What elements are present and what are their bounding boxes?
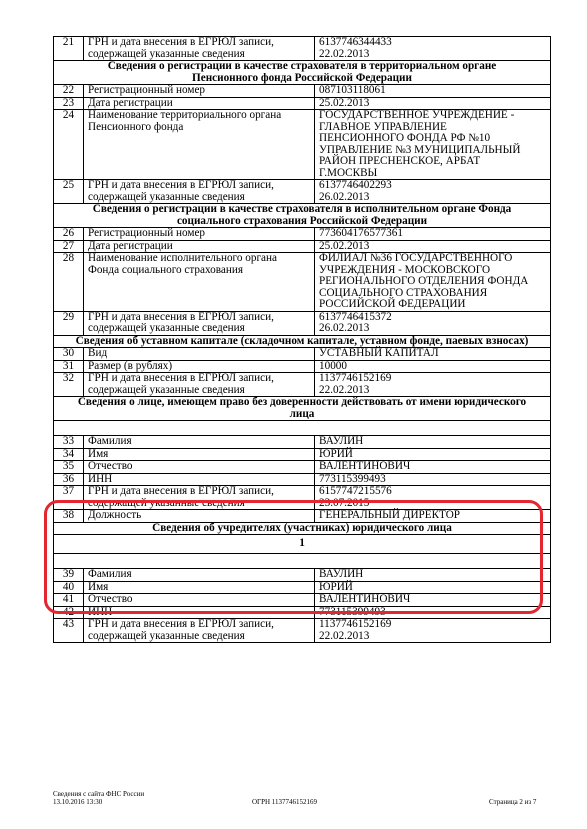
field-label: Отчество	[84, 461, 315, 474]
table-row	[54, 619, 551, 643]
row-number: 41	[54, 594, 84, 607]
field-label: ГРН и дата внесения в ЕГРЮЛ записи, содержащей указанные сведения	[84, 373, 315, 397]
field-value: 773115399493	[315, 606, 551, 619]
section-title: Сведения об учредителях (участниках) юридического лица	[54, 522, 551, 535]
field-label: Наименование территориального органа Пенсионного фонда	[84, 110, 315, 180]
table-row	[54, 348, 551, 361]
field-label: ГРН и дата внесения в ЕГРЮЛ записи, содержащей указанные сведения	[84, 619, 315, 643]
row-number: 26	[54, 228, 84, 241]
table-row	[54, 311, 551, 335]
table-row	[54, 436, 551, 449]
field-value: ЮРИЙ	[315, 581, 551, 594]
row-number: 25	[54, 180, 84, 204]
table-row	[54, 240, 551, 253]
table-row	[54, 253, 551, 312]
founder-number: 1	[54, 535, 551, 554]
field-value: 773604176577361	[315, 228, 551, 241]
field-value: ВАЛЕНТИНОВИЧ	[315, 594, 551, 607]
spacer-cell	[54, 421, 551, 436]
field-value: 087103118061	[315, 85, 551, 98]
field-label: ИНН	[84, 606, 315, 619]
section-title: Сведения о лице, имеющем право без доверенности действовать от имени юридического лица	[54, 397, 551, 421]
table-row	[54, 461, 551, 474]
field-label: Дата регистрации	[84, 240, 315, 253]
footer-source-line2: 13.10.2016 13:30	[53, 798, 103, 806]
row-number: 35	[54, 461, 84, 474]
row-number: 37	[54, 486, 84, 510]
row-number: 22	[54, 85, 84, 98]
row-number: 34	[54, 448, 84, 461]
row-number: 31	[54, 360, 84, 373]
field-value: ГЕНЕРАЛЬНЫЙ ДИРЕКТОР	[315, 510, 551, 523]
field-label: Имя	[84, 448, 315, 461]
field-value: 6137746415372 26.02.2013	[315, 311, 551, 335]
field-value: ВАУЛИН	[315, 436, 551, 449]
row-number: 39	[54, 569, 84, 582]
table-row	[54, 360, 551, 373]
field-value: 1137746152169 22.02.2013	[315, 619, 551, 643]
field-value: 6137746344433 22.02.2013	[315, 37, 551, 61]
footer-page-number: Страница 2 из 7	[489, 798, 537, 806]
field-value: УСТАВНЫЙ КАПИТАЛ	[315, 348, 551, 361]
table-row	[54, 37, 551, 61]
field-label: ГРН и дата внесения в ЕГРЮЛ записи, содержащей указанные сведения	[84, 486, 315, 510]
field-label: Регистрационный номер	[84, 85, 315, 98]
row-number: 38	[54, 510, 84, 523]
footer-source	[53, 790, 144, 806]
row-number: 42	[54, 606, 84, 619]
footer-source-line1: Сведения с сайта ФНС России	[53, 790, 145, 798]
section-title: Сведения о регистрации в качестве страхователя в исполнительном органе Фонда социального страхования Российской Федерации	[54, 204, 551, 228]
field-value: 6157747215576 23.07.2015	[315, 486, 551, 510]
field-label: Фамилия	[84, 436, 315, 449]
field-value: 6137746402293 26.02.2013	[315, 180, 551, 204]
field-value: 25.02.2013	[315, 97, 551, 110]
row-number: 30	[54, 348, 84, 361]
field-label: Размер (в рублях)	[84, 360, 315, 373]
section-title: Сведения о регистрации в качестве страхователя в территориальном органе Пенсионного фонда Российской Федерации	[54, 61, 551, 85]
field-label: ГРН и дата внесения в ЕГРЮЛ записи, содержащей указанные сведения	[84, 37, 315, 61]
field-value: 25.02.2013	[315, 240, 551, 253]
row-number: 36	[54, 473, 84, 486]
table-row	[54, 85, 551, 98]
spacer-row	[54, 421, 551, 436]
field-value: ФИЛИАЛ №36 ГОСУДАРСТВЕННОГО УЧРЕЖДЕНИЯ - МОСКОВСКОГО РЕГИОНАЛЬНОГО ОТДЕЛЕНИЯ ФОНДА СОЦИАЛЬНОГО СТРАХОВАНИЯ РОССИЙСКОЙ ФЕДЕРАЦИИ	[315, 253, 551, 312]
field-value: 773115399493	[315, 473, 551, 486]
field-value: ВАЛЕНТИНОВИЧ	[315, 461, 551, 474]
row-number: 27	[54, 240, 84, 253]
section-header	[54, 397, 551, 421]
field-label: Вид	[84, 348, 315, 361]
field-label: Регистрационный номер	[84, 228, 315, 241]
row-number: 40	[54, 581, 84, 594]
field-value: ГОСУДАРСТВЕННОЕ УЧРЕЖДЕНИЕ - ГЛАВНОЕ УПРАВЛЕНИЕ ПЕНСИОННОГО ФОНДА РФ №10 УПРАВЛЕНИЕ №3 МУНИЦИПАЛЬНЫЙ РАЙОН ПРЕСНЕНСКОЕ, АРБАТ Г.МОСКВЫ	[315, 110, 551, 180]
field-value: 1137746152169 22.02.2013	[315, 373, 551, 397]
field-label: Дата регистрации	[84, 97, 315, 110]
row-number: 32	[54, 373, 84, 397]
table-row	[54, 110, 551, 180]
field-value: ВАУЛИН	[315, 569, 551, 582]
table-row	[54, 228, 551, 241]
row-number: 33	[54, 436, 84, 449]
field-label: ИНН	[84, 473, 315, 486]
section-title: Сведения об уставном капитале (складочном капитале, уставном фонде, паевых взносах)	[54, 335, 551, 348]
table-row	[54, 97, 551, 110]
field-label: Должность	[84, 510, 315, 523]
table-row	[54, 373, 551, 397]
field-label: ГРН и дата внесения в ЕГРЮЛ записи, содержащей указанные сведения	[84, 311, 315, 335]
field-label: ГРН и дата внесения в ЕГРЮЛ записи, содержащей указанные сведения	[84, 180, 315, 204]
section-header	[54, 204, 551, 228]
table-row	[54, 473, 551, 486]
field-label: Имя	[84, 581, 315, 594]
row-number: 23	[54, 97, 84, 110]
row-number: 28	[54, 253, 84, 312]
row-number: 24	[54, 110, 84, 180]
field-label: Отчество	[84, 594, 315, 607]
footer-ogrn: ОГРН 1137746152169	[252, 798, 318, 806]
highlight-frame	[44, 500, 543, 614]
row-number: 43	[54, 619, 84, 643]
field-value: ЮРИЙ	[315, 448, 551, 461]
field-label: Наименование исполнительного органа Фонда социального страхования	[84, 253, 315, 312]
field-label: Фамилия	[84, 569, 315, 582]
section-header	[54, 335, 551, 348]
table-row	[54, 448, 551, 461]
field-value: 10000	[315, 360, 551, 373]
row-number: 29	[54, 311, 84, 335]
table-row	[54, 180, 551, 204]
row-number: 21	[54, 37, 84, 61]
section-header	[54, 61, 551, 85]
